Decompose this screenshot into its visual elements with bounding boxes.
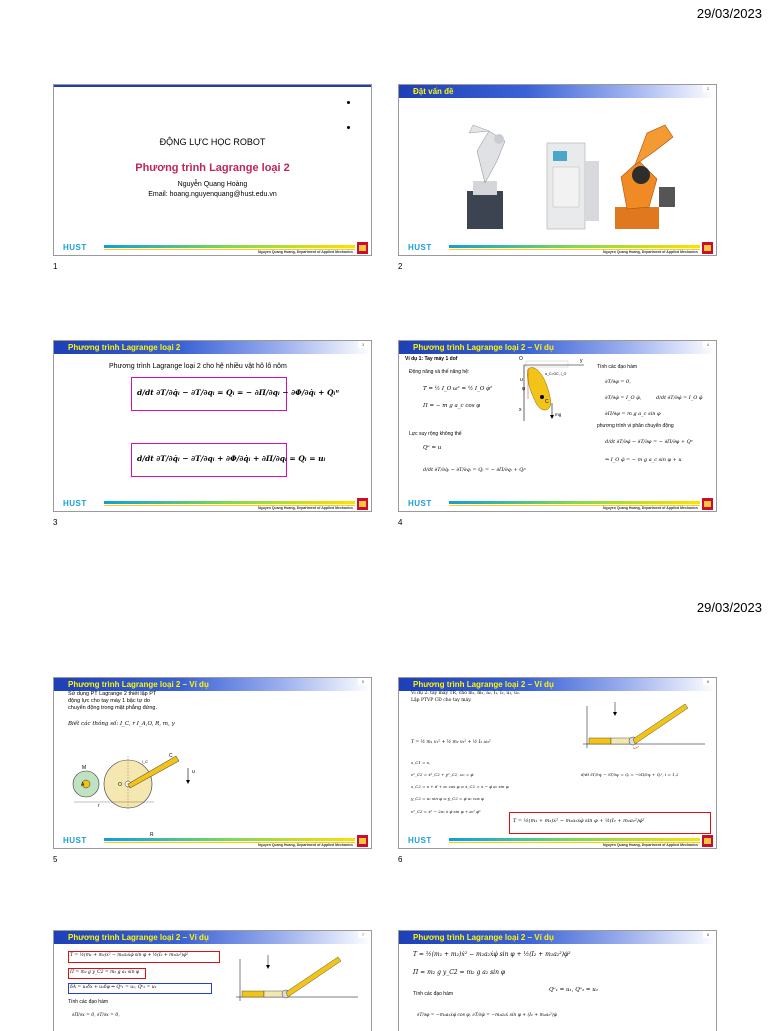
kinematics-equation: v²_C2 = ẋ² − 2a₂ ẋ φ̇ sin φ + a₂² φ̇²	[411, 809, 481, 814]
tr-manipulator-figure	[575, 698, 710, 758]
university-logo-icon	[702, 835, 713, 847]
slide-2	[398, 84, 717, 256]
fig-label: r	[98, 803, 100, 809]
slide-3	[53, 340, 372, 512]
slide-text: Phương trình Lagrange loại 2 cho hệ nhiều vật hô lô nôm	[109, 363, 287, 370]
page-date: 29/03/2023	[696, 6, 762, 21]
slide-7	[53, 930, 372, 1031]
slide-5	[53, 677, 372, 849]
page-marker: 3	[358, 341, 368, 348]
result-equation: T = ½(m₁ + m₂)ẋ² − m₂a₂ẋφ̇ sin φ + ½(I₂ + m₂a₂²)φ̇²	[513, 818, 645, 824]
slide-footer	[54, 241, 371, 255]
slide-subtitle: Phương trình Lagrange loại 2	[135, 162, 290, 174]
page-marker: 8	[703, 931, 713, 938]
hust-logo-text: HUST	[63, 836, 87, 845]
generalized-force-equation: Qᵘ = u	[423, 445, 442, 451]
slide-footer	[399, 241, 716, 255]
slide-text: Sử dụng PT Lagrange 2 thiết lập PT	[68, 691, 157, 697]
virtual-work-equation: δA = u₁δx + u₂δφ ⇒ Qᵘ₁ = u₁, Qᵘ₂ = u₂	[70, 985, 157, 990]
fig-label: φ	[522, 386, 526, 392]
slide-8	[398, 930, 717, 1031]
footer-credit: Nguyen Quang Hoang, Department of Applied Mechanics	[258, 843, 353, 847]
slide-number: 4	[398, 518, 403, 527]
result-equation: ⇒ I_O φ̈ = − m g a_c sin φ + u	[605, 457, 682, 463]
slide-header: Đặt vấn đề	[399, 85, 716, 98]
example-title: Ví dụ 2: tay máy TR, cho m₁, m₂, a₂, I₁, I₂, u₁, u₂.	[411, 691, 521, 696]
university-logo-icon	[357, 498, 368, 510]
derivative-equation: ∂Π/∂φ = m g a_c sin φ	[605, 411, 661, 417]
fig-label: C	[169, 753, 173, 759]
lagrange-equation: d/dt ∂T/∂q̇ᵢ − ∂T/∂qᵢ = Qᵢ = −∂Π/∂qᵢ + Qᵢᵘ, i = 1,2	[581, 772, 679, 777]
page-marker: 4	[703, 341, 713, 348]
slide-number: 3	[53, 518, 58, 527]
slide-text: Tính các đạo hàm	[68, 999, 109, 1005]
author: Nguyễn Quang Hoàng	[177, 181, 248, 188]
fig-label: O	[519, 356, 523, 362]
known-parameters: Biết các thông số: I_C, r I_A,O, R, m, γ	[68, 721, 175, 727]
lagrange-equation: d/dt ∂T/∂q̇ᵢ − ∂T/∂qᵢ = Qᵢ = − ∂Π/∂qᵢ + Qᵢᵘ	[423, 467, 527, 473]
dot-icon	[347, 101, 350, 104]
fig-label: u	[520, 377, 523, 383]
pendulum-figure	[514, 359, 589, 427]
page-marker: 6	[703, 678, 713, 685]
kinematics-equation: x_C2 = x + d + a₂ cos φ ⇒ ẋ_C2 = ẋ − φ̇ a₂ sin φ	[411, 784, 509, 789]
slide-header: Phương trình Lagrange loại 2 – Ví dụ	[399, 341, 716, 354]
potential-energy-equation: Π = m₂ g y_C2 = m₂ g a₂ sin φ	[413, 969, 506, 976]
derivative-equation: ∂T/∂φ = 0,	[605, 379, 631, 385]
kinematics-equation: y_C2 = a₂ sin φ ⇒ ẏ_C2 = φ̇ a₂ cos φ	[411, 796, 484, 801]
derivative-equation: d/dt ∂T/∂φ̇ = I_O φ̈	[656, 395, 703, 401]
university-logo-icon	[357, 242, 368, 254]
industrial-robots-image	[459, 121, 689, 233]
lagrange-equation-2: d/dt ∂T/∂q̇ᵢ − ∂T/∂qᵢ + ∂Φ/∂q̇ᵢ + ∂Π/∂qᵢ = Qᵢ = uᵢ	[137, 454, 326, 463]
fig-label: R	[150, 832, 154, 838]
fig-label: x	[519, 407, 522, 413]
slide-4	[398, 340, 717, 512]
slide-text: chuyển động trong mặt phẳng đứng.	[68, 705, 157, 711]
page-marker: 7	[358, 931, 368, 938]
kinematics-equation: v²_C2 = ẋ²_C2 + ẏ²_C2, ω₂ = φ̇	[411, 772, 474, 777]
slide-header: Phương trình Lagrange loại 2 – Ví dụ	[399, 931, 716, 944]
slide-text: Tính các đạo hàm	[597, 364, 638, 370]
dot-icon	[347, 126, 350, 129]
kinetic-energy-equation: T = ½(m₁ + m₂)ẋ² − m₂a₂ẋφ̇ sin φ + ½(I₂ + m₂a₂²)φ̇²	[70, 953, 189, 958]
derivative-equation: ∂T/∂φ = −m₂a₂ẋφ̇ cos φ, ∂T/∂φ̇ = −m₂a₂ẋ sin φ + (I₂ + m₂a₂²)φ̇	[417, 1013, 557, 1018]
fig-label: y	[580, 358, 583, 364]
kinetic-energy-equation: T = ½ I_O ω² = ½ I_O φ̇²	[423, 386, 493, 392]
slide-header: Phương trình Lagrange loại 2 – Ví dụ	[399, 678, 716, 691]
footer-credit: Nguyen Quang Hoang, Department of Applied Mechanics	[258, 506, 353, 510]
slide-number: 6	[398, 855, 403, 864]
fig-label: a_C=OC, I_O	[545, 372, 567, 376]
hust-logo-text: HUST	[408, 243, 432, 252]
university-logo-icon	[357, 835, 368, 847]
derivative-equation: ∂T/∂φ̇ = I_O φ̇,	[605, 395, 642, 401]
footer-credit: Nguyen Quang Hoang, Department of Applied Mechanics	[603, 843, 698, 847]
slide-footer	[399, 497, 716, 511]
potential-energy-equation: Π = − m g a_c cos φ	[423, 403, 481, 409]
university-logo-icon	[702, 242, 713, 254]
fig-label: u	[192, 769, 195, 775]
footer-credit: Nguyen Quang Hoang, Department of Applied Mechanics	[603, 250, 698, 254]
slide-header: Phương trình Lagrange loại 2 – Ví dụ	[54, 931, 371, 944]
hust-logo-text: HUST	[408, 499, 432, 508]
derivative-equation: ∂Π/∂x = 0, ∂T/∂x = 0,	[72, 1013, 120, 1018]
slide-header: Phương trình Lagrange loại 2 – Ví dụ	[54, 678, 371, 691]
hust-logo-text: HUST	[63, 499, 87, 508]
kinematics-equation: x_C1 = x,	[411, 760, 431, 765]
email: Email: hoang.nguyenquang@hust.edu.vn	[148, 191, 277, 198]
kinetic-energy-equation: T = ½(m₁ + m₂)ẋ² − m₂a₂ẋφ̇ sin φ + ½(I₂ + m₂a₂²)φ̇²	[413, 951, 571, 958]
fig-label: l_C	[142, 759, 149, 764]
slide-1	[53, 84, 372, 256]
slide-number: 5	[53, 855, 58, 864]
slide-text: phương trình vi phân chuyển động	[597, 423, 674, 429]
slide-text: Lực suy rộng không thế	[409, 431, 462, 437]
slide-text: động lực cho tay máy 1 bậc tự do	[68, 698, 150, 704]
fig-label: C	[545, 399, 549, 405]
slide-footer	[54, 834, 371, 848]
gear-mechanism-figure	[64, 746, 204, 826]
lagrange-equation-1: d/dt ∂T/∂q̇ᵢ − ∂T/∂qᵢ = Qᵢ = − ∂Π/∂qᵢ − ∂Φ/∂q̇ᵢ + Qᵢᵘ	[137, 388, 340, 397]
fig-label: mg	[555, 412, 562, 417]
footer-credit: Nguyen Quang Hoang, Department of Applied Mechanics	[603, 506, 698, 510]
page-marker: 2	[703, 85, 713, 92]
slide-number: 2	[398, 262, 403, 271]
tr-manipulator-figure	[228, 951, 363, 1011]
footer-credit: Nguyen Quang Hoang, Department of Applied Mechanics	[258, 250, 353, 254]
slide-header: Phương trình Lagrange loại 2	[54, 341, 371, 354]
example-title: Ví dụ 1: Tay máy 1 dof	[405, 356, 458, 362]
kinetic-energy-equation: T = ½ m₁ v₁² + ½ m₂ v₂² + ½ I₂ ω₂²	[411, 740, 491, 745]
generalized-force-equation: Qᵘ₁ = u₁, Qᵘ₂ = u₂	[549, 987, 599, 993]
slide-6	[398, 677, 717, 849]
hust-logo-text: HUST	[408, 836, 432, 845]
motion-equation: d/dt ∂T/∂φ̇ − ∂T/∂φ = − ∂Π/∂φ + Qᵘ	[605, 439, 693, 445]
page-marker: 5	[358, 678, 368, 685]
fig-label: M	[82, 765, 87, 771]
university-logo-icon	[702, 498, 713, 510]
hust-logo-text: HUST	[63, 243, 87, 252]
slide-footer	[54, 497, 371, 511]
fig-label: A	[81, 782, 85, 788]
slide-text: Động năng và thế năng hệ:	[409, 369, 470, 375]
fig-label: O	[118, 782, 122, 788]
slide-footer	[399, 834, 716, 848]
slide-title: ĐỘNG LỰC HỌC ROBOT	[159, 137, 266, 147]
slide-number: 1	[53, 262, 58, 271]
slide-text: Lập PTVP CĐ cho tay máy.	[411, 698, 472, 703]
page-date: 29/03/2023	[696, 600, 762, 615]
slide-text: Tính các đạo hàm	[413, 991, 454, 997]
potential-energy-equation: Π = m₂ g y_C2 = m₂ g a₂ sin φ	[70, 970, 140, 975]
